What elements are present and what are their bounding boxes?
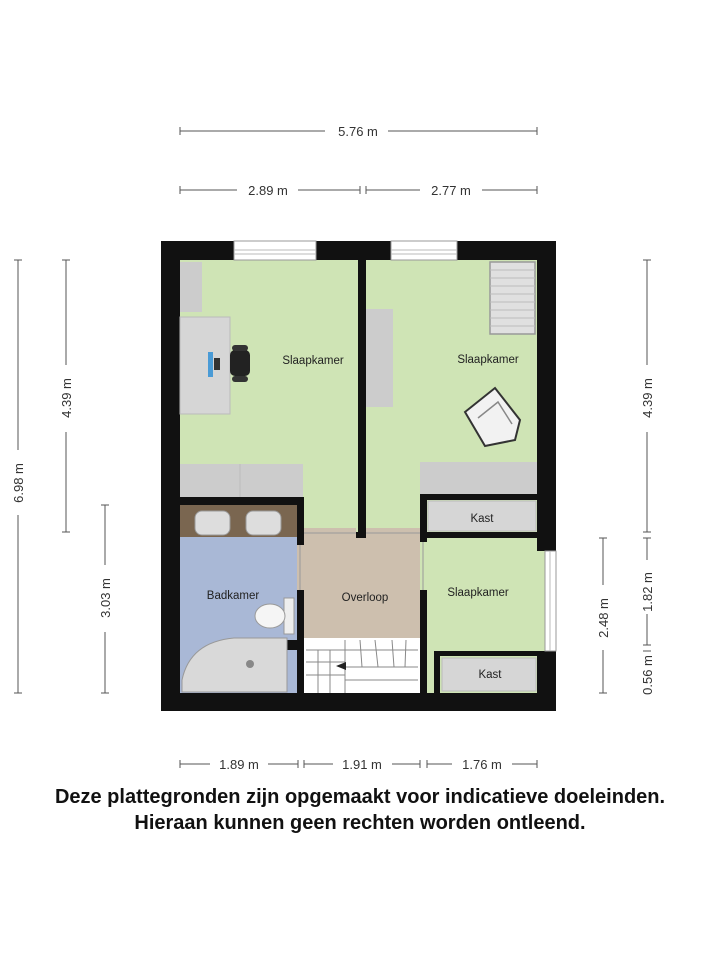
room-label-bathroom: Badkamer <box>206 590 260 602</box>
door-landing-bathroom[interactable] <box>297 545 304 590</box>
wall-closet-bottom <box>434 651 537 656</box>
dimension-top-total-label: 5.76 m <box>338 124 378 139</box>
dimension-right-middle-label: 1.82 m <box>640 572 655 612</box>
room-label-closet-bottom: Kast <box>478 669 502 681</box>
cabinet <box>180 262 202 312</box>
wardrobe-right <box>420 462 537 494</box>
disclaimer-line-1: Deze plattegronden zijn opgemaakt voor indicatieve doeleinden. <box>54 786 666 808</box>
dimension-bottom-middle-label: 1.91 m <box>342 757 382 772</box>
wall-between-bedrooms <box>358 260 366 532</box>
landing-floor <box>304 538 420 638</box>
wall-small-bedroom-left <box>420 497 427 693</box>
wardrobe-left <box>180 464 303 497</box>
room-label-bedroom-right: Slaapkamer <box>457 354 519 366</box>
wall-closet-bottom-side <box>434 651 440 693</box>
wall-bathroom-top <box>180 497 304 505</box>
window-top-left <box>234 241 316 260</box>
sideboard <box>366 309 393 407</box>
dimension-right-upper-label: 4.39 m <box>640 378 655 418</box>
dimension-top-right-label: 2.77 m <box>431 183 471 198</box>
window-top-right <box>391 241 457 260</box>
desk <box>180 317 230 414</box>
baby-crib-icon <box>490 262 535 334</box>
door-landing-small-bedroom[interactable] <box>420 542 427 590</box>
dimension-left-upper-label: 4.39 m <box>59 378 74 418</box>
dimension-bottom-right-label: 1.76 m <box>462 757 502 772</box>
dimension-right-small-label: 0.56 m <box>640 655 655 695</box>
room-label-bedroom-small: Slaapkamer <box>447 587 509 599</box>
door-landing-left-bedroom[interactable] <box>304 528 356 538</box>
window-right-small-bedroom <box>545 551 556 651</box>
dimension-left-total-label: 6.98 m <box>11 463 26 503</box>
disclaimer-line-2: Hieraan kunnen geen rechten worden ontleend. <box>134 812 586 834</box>
wall-stub <box>287 640 297 650</box>
wall-closet-top <box>420 494 537 500</box>
dimension-right-lower-label: 2.48 m <box>596 598 611 638</box>
room-label-landing: Overloop <box>341 592 389 604</box>
dimension-bottom-left-label: 1.89 m <box>219 757 259 772</box>
dimension-top-left-label: 2.89 m <box>248 183 288 198</box>
wall-bathroom-right <box>297 505 304 693</box>
dimension-left-lower-label: 3.03 m <box>98 578 113 618</box>
room-label-closet-top: Kast <box>470 513 494 525</box>
room-label-bedroom-left: Slaapkamer <box>282 355 344 367</box>
door-landing-right-bedroom[interactable] <box>366 528 420 538</box>
